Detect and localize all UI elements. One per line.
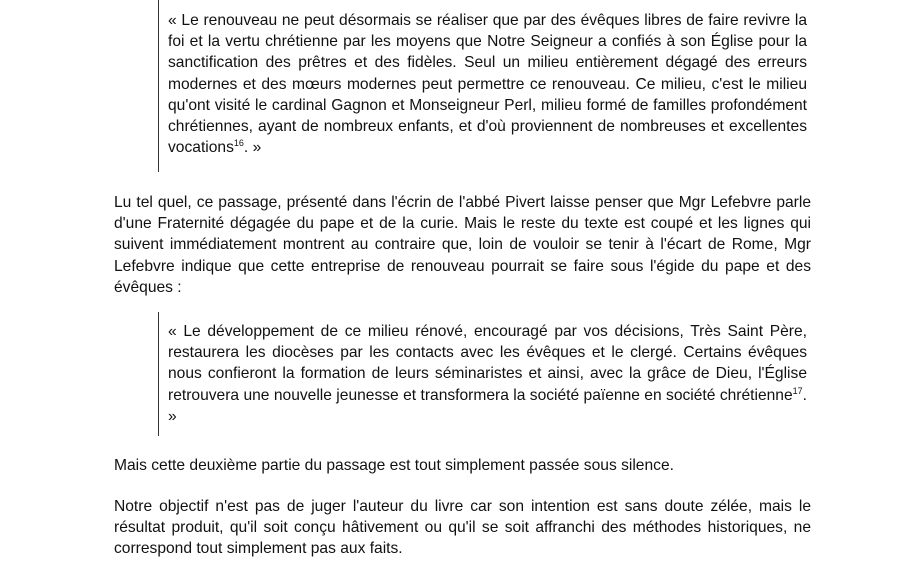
block-quote-2 — [158, 312, 807, 436]
quote-2-text-container — [168, 321, 807, 427]
paragraph-silence: Mais cette deuxième partie du passage est tout simplement passée sous silence. — [114, 457, 674, 474]
footnote-ref-16: 16 — [233, 138, 244, 149]
quote-1-text-container — [168, 10, 807, 158]
quote-2-closing: . » — [168, 386, 807, 425]
quote-2-text: « Le développement de ce milieu rénové, encouragé par vos décisions, Très Saint Père, restaurera les diocèses par les contacts avec les évêques et le clergé. Certains évêques nous confieront la formation de leurs séminaristes et ainsi, avec la grâce de Dieu, l'Église retrouvera une nouvelle jeunesse et transformera la société païenne en société chrétienne — [168, 323, 807, 404]
paragraph-conclusion: Notre objectif n'est pas de juger l'auteur du livre car son intention est sans doute zélée, mais le résultat produit, qu'il soit conçu hâtivement ou qu'il se soit affranchi des méthodes historiques, ne correspond tout simplement pas aux faits. — [114, 498, 811, 558]
quote-1-text: « Le renouveau ne peut désormais se réaliser que par des évêques libres de faire revivre la foi et la vertu chrétienne par les moyens que Notre Seigneur a confiés à son Église pour la sanctification des prêtres et des fidèles. Seul un milieu entièrement dégagé des erreurs modernes et des mœurs modernes peut permettre ce renouveau. Ce milieu, c'est le milieu qu'ont visité le cardinal Gagnon et Monseigneur Perl, milieu formé de familles profondément chrétiennes, ayant de nombreux enfants, et d'où proviennent de nombreuses et excellentes vocations — [168, 12, 807, 157]
quote-1-closing: . » — [243, 139, 262, 157]
footnote-ref-17: 17 — [792, 385, 803, 396]
paragraph-analysis: Lu tel quel, ce passage, présenté dans l'écrin de l'abbé Pivert laisse penser que Mgr Lefebvre parle d'une Fraternité dégagée du pape et de la curie. Mais le reste du texte est coupé et les lignes qui suivent immédiatement montrent au contraire que, loin de vouloir se tenir à l'écart de Rome, Mgr Lefebvre indique que cette entreprise de renouveau pourrait se faire sous l'égide du pape et des évêques : — [114, 194, 811, 296]
block-quote-1 — [158, 0, 807, 172]
